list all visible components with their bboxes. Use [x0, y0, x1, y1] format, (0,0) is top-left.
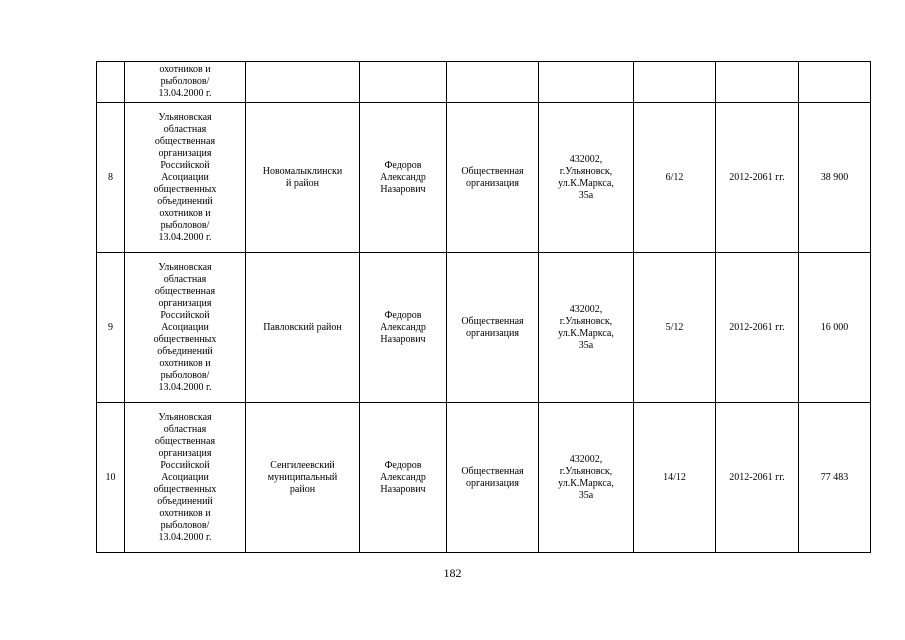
cell-address: 432002, г.Ульяновск, ул.К.Маркса, 35а — [539, 403, 634, 553]
cell-head: Федоров Александр Назарович — [360, 103, 447, 253]
cell-head: Федоров Александр Назарович — [360, 253, 447, 403]
cell-period: 2012-2061 гг. — [716, 403, 799, 553]
cell-period: 2012-2061 гг. — [716, 103, 799, 253]
cell-fraction — [634, 62, 716, 103]
cell-num: 9 — [97, 253, 125, 403]
cell-area: 38 900 — [799, 103, 871, 253]
cell-fraction: 14/12 — [634, 403, 716, 553]
cell-num: 10 — [97, 403, 125, 553]
cell-address — [539, 62, 634, 103]
page-number: 182 — [443, 566, 462, 580]
cell-org-type — [447, 62, 539, 103]
cell-area: 77 483 — [799, 403, 871, 553]
cell-area: 16 000 — [799, 253, 871, 403]
cell-org-type: Общественная организация — [447, 253, 539, 403]
cell-owner: охотников и рыболовов/ 13.04.2000 г. — [125, 62, 246, 103]
registry-table — [96, 61, 871, 553]
cell-period — [716, 62, 799, 103]
cell-owner: Ульяновская областная общественная организация Российской Асоциации общественных объединений охотников и рыболовов/ 13.04.2000 г. — [125, 103, 246, 253]
cell-owner: Ульяновская областная общественная организация Российской Асоциации общественных объединений охотников и рыболовов/ 13.04.2000 г. — [125, 253, 246, 403]
cell-district: Павловский район — [246, 253, 360, 403]
table-row — [97, 403, 871, 553]
cell-address: 432002, г.Ульяновск, ул.К.Маркса, 35а — [539, 103, 634, 253]
cell-head — [360, 62, 447, 103]
cell-num — [97, 62, 125, 103]
cell-org-type: Общественная организация — [447, 403, 539, 553]
table-row — [97, 103, 871, 253]
cell-area — [799, 62, 871, 103]
cell-head: Федоров Александр Назарович — [360, 403, 447, 553]
cell-district — [246, 62, 360, 103]
cell-district: Сенгилеевский муниципальный район — [246, 403, 360, 553]
cell-fraction: 5/12 — [634, 253, 716, 403]
table-row-continued — [97, 62, 871, 103]
cell-period: 2012-2061 гг. — [716, 253, 799, 403]
cell-num: 8 — [97, 103, 125, 253]
cell-address: 432002, г.Ульяновск, ул.К.Маркса, 35а — [539, 253, 634, 403]
cell-fraction: 6/12 — [634, 103, 716, 253]
cell-org-type: Общественная организация — [447, 103, 539, 253]
cell-owner: Ульяновская областная общественная организация Российской Асоциации общественных объединений охотников и рыболовов/ 13.04.2000 г. — [125, 403, 246, 553]
table-row — [97, 253, 871, 403]
cell-district: Новомалыклински й район — [246, 103, 360, 253]
